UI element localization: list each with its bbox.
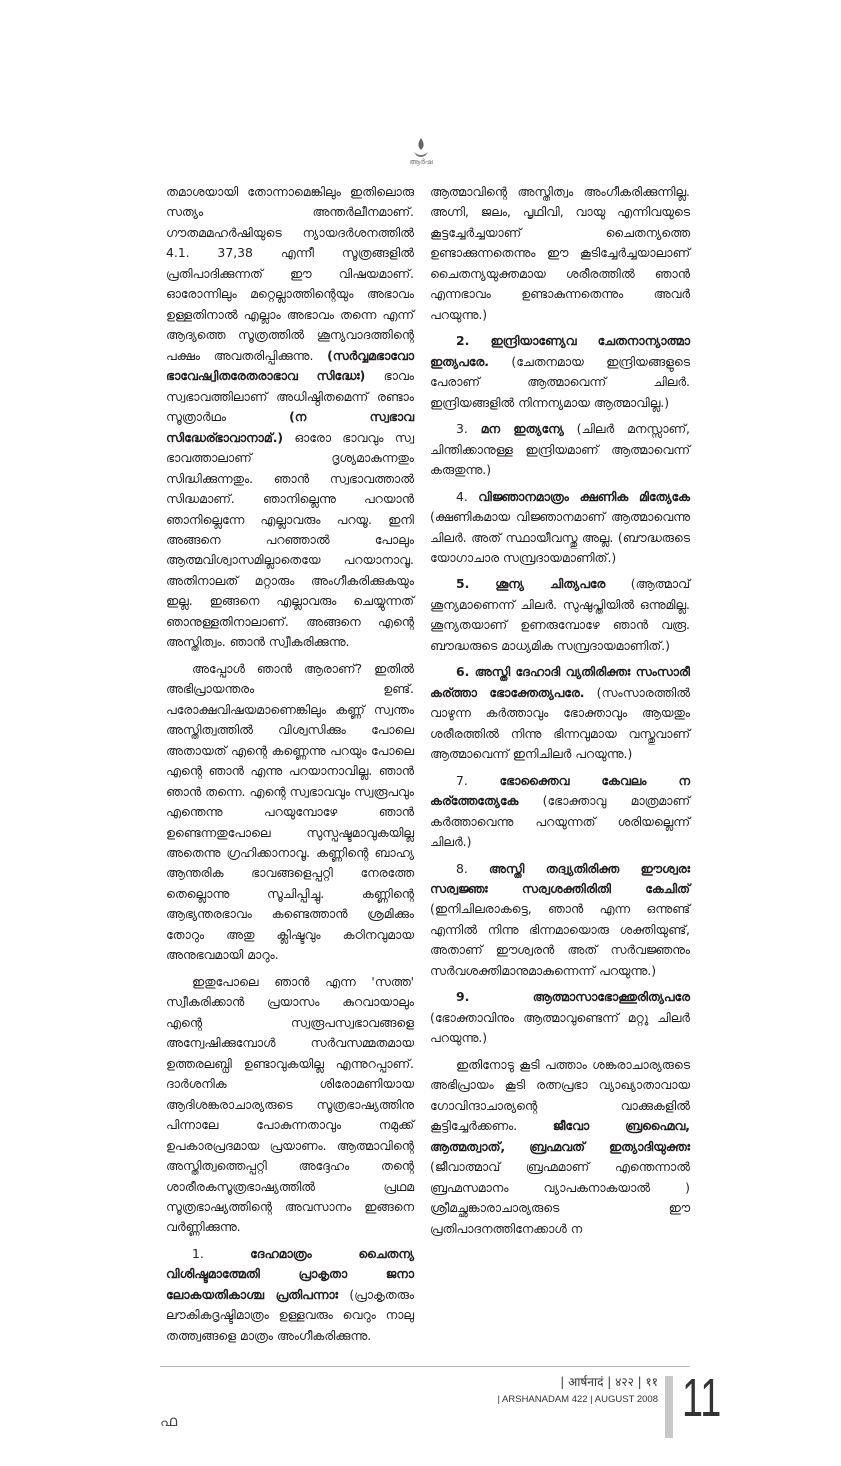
text-run: തമാശയായി തോന്നാമെങ്കിലും ഇതിലൊരു സത്യം അന്തർലീനമാണ്. ഗൗതമമഹർഷിയുടെ ന്യായദർശനത്തിൽ 4.1. 37,38 എന്നീ സൂത്രങ്ങളിൽ പ്രതിപാദിക്കുന്നത് ഈ വിഷയമാണ്. ഓരോന്നിലും മറ്റെല്ലാത്തിന്റെയും അഭാവം ഉള്ളതിനാൽ എല്ലാം അഭാവം തന്നെ എന്ന് ആദ്യത്തെ സൂത്രത്തിൽ ശൂന്യവാദത്തിന്റെ പക്ഷം അവതരിപ്പിക്കുന്നു.	[166, 184, 414, 363]
page-footer	[0, 1366, 841, 1456]
paragraph	[430, 987, 690, 1048]
sanskrit-quote: 6.	[456, 664, 475, 680]
paragraph	[166, 972, 414, 1238]
text-run: അപ്പോൾ ഞാൻ ആരാണ്? ഇതിൽ അഭിപ്രായന്തരം ഉണ്ട്. പരോക്ഷവിഷയമാണെങ്കിലും കണ്ണ് സ്വന്തം അസ്തിത്വത്തിൽ വിശ്വസിക്കും പോലെ അതായത് എന്റെ കണ്ണെന്നു പറയും പോലെ എന്റെ ഞാൻ എന്നു പറയാനാവില്ല. ഞാൻ ഞാൻ തന്നെ. എന്റെ സ്വഭാവവും സ്വരൂപവും എന്തെന്നു പറയുമ്പോഴേ ഞാൻ ഉണ്ടെന്നതുപോലെ സുസ്പഷ്ടമാവുകയില്ല അതെന്നു ഗ്രഹിക്കാനാവൂ. കണ്ണിന്റെ ബാഹ്യ ആന്തരിക ഭാവങ്ങളെപ്പറ്റി നേരത്തേ തെല്ലൊന്നു സൂചിപ്പിച്ചു. കണ്ണിന്റെ ആഭ്യന്തരഭാവം കണ്ടെത്താൻ ശ്രമിക്കും തോറും അതു ക്ലിഷ്ടവും കഠിനവുമായ അനുഭവമായി മാറും.	[166, 660, 414, 963]
text-run: (ഭോക്താവു മാത്രമാണ് കർത്താവെന്നു പറയുന്നത് ശരിയല്ലെന്ന് ചിലർ.)	[430, 793, 690, 850]
paragraph	[430, 182, 690, 325]
text-run: 3.	[456, 421, 481, 437]
text-run: 4.	[456, 488, 479, 504]
text-run: ഇതിനോടു കൂടി പത്താം ശങ്കരാചാര്യരുടെ അഭിപ്രായം കൂടി രത്നപ്രഭാ വ്യാഖ്യാതാവായ ഗോവിന്ദാചാര്യന്റെ വാക്കുകളിൽ കൂട്ടിച്ചേർക്കണം.	[430, 1056, 690, 1134]
paragraph	[430, 331, 690, 413]
text-run: 8.	[456, 860, 489, 876]
text-run: (പ്രാകൃതരും ലൗകികദൃഷ്ടിമാത്രം ഉള്ളവരും വെറും നാലു തത്ത്വങ്ങളെ മാത്രം അംഗീകരിക്കുന്നു.	[166, 1286, 414, 1343]
paragraph	[166, 659, 414, 966]
sanskrit-quote: അസ്തി തദ്വ്യതിരിക്ത ഈശ്വരഃ സര്വജ്ഞഃ സര്വശക്തിരിതി കേചിത്	[430, 860, 691, 896]
text-run: 7.	[456, 772, 500, 788]
paragraph	[166, 1244, 414, 1346]
sanskrit-quote: 9.	[456, 989, 533, 1005]
text-run: (ചേതനമായ ഇന്ദ്രിയങ്ങളുടെ പേരാണ് ആത്മാവെന്ന് ചിലർ. ഇന്ദ്രിയങ്ങളിൽ നിന്നന്യമായ ആത്മാവില്ല.)	[430, 353, 690, 410]
footer-hindi-title: | आर्षनादं | ४२२ | ११	[560, 1375, 658, 1389]
sanskrit-quote: ഭോക്തൈവ കേവലം ന കര്ത്തേത്യേകേ	[430, 772, 690, 809]
text-run: 1.	[192, 1245, 251, 1261]
page-number: 11	[682, 1368, 722, 1428]
footer-divider	[160, 1366, 690, 1367]
text-run: ഇതുപോലെ ഞാൻ എന്ന 'സത്ത' സ്വീകരിക്കാൻ പ്രയാസം കുറവായാലും എന്റെ സ്വരൂപസ്വഭാവങ്ങളെ അന്വേഷിക്കുമ്പോൾ സർവസമ്മതമായ ഉത്തരലബ്ധി ഉണ്ടാവുകയില്ല എന്നുറപ്പാണ്. ദാർശനിക ശിരോമണിയായ ആദിശങ്കരാചാര്യരുടെ സൂത്രഭാഷ്യത്തിനു പിന്നാലേ പോകുന്നതാവും നമുക്ക് ഉപകാരപ്രദമായ പ്രയാണം. ആത്മാവിന്റെ അസ്തിത്വത്തെപ്പറ്റി അദ്ദേഹം തന്റെ ശാരീരകസൂത്രഭാഷ്യത്തിൽ പ്രഥമ സൂത്രഭാഷ്യത്തിന്റെ അവസാനം ഇങ്ങനെ വർണ്ണിക്കുന്നു.	[166, 973, 414, 1235]
paragraph	[430, 771, 690, 853]
sanskrit-quote: ഇന്ദ്രിയാണ്യേവ ചേതനാന്യാത്മാ ഇത്യപരേ.	[430, 333, 690, 369]
text-run: (ആത്മാവ് ശൂന്യമാണെന്ന് ചിലർ. സുഷുപ്തിയിൽ ഒന്നുമില്ല. ശൂന്യതയാണ് ഉണരുമ്പോഴേ ഞാൻ വരൂ. ബൗദ്ധരുടെ മാധ്യമിക സമ്പ്രദായമാണിത്.)	[430, 576, 690, 653]
right-column	[430, 182, 690, 1245]
page-marker-bar	[665, 1376, 673, 1438]
text-run: (ക്ഷണികമായ വിജ്ഞാനമാണ് ആത്മാവെന്നു ചിലർ. അത് സ്ഥായീവസ്തു അല്ല. (ബൗദ്ധരുടെ യോഗാചാര സമ്പ്രദായമാണിത്.)	[430, 509, 690, 565]
paragraph	[430, 574, 690, 656]
footer-issue: | ARSHANADAM 422 | AUGUST 2008	[497, 1394, 658, 1405]
logo-text: ആർഷ	[409, 158, 433, 166]
sanskrit-quote: (സർവ്വമഭാവോ ഭാവേഷ്വിതരേതരാഭാവ സിദ്ധേഃ)	[166, 347, 414, 384]
lamp-emblem-icon	[408, 136, 434, 166]
sanskrit-quote: 5.	[456, 576, 496, 592]
paragraph	[430, 662, 690, 764]
issue-date: AUGUST 2008	[594, 1394, 658, 1405]
paragraph	[430, 487, 690, 569]
sanskrit-quote: 2.	[456, 333, 491, 349]
text-run: (ചിലർ മനസ്സാണ്, ചിന്തിക്കാനുള്ള ഇന്ദ്രിയമാണ് ആത്മാവെന്ന് കരുതുന്നു.)	[430, 421, 690, 478]
text-run: ഭാവം സ്വഭാവത്തിലാണ് അധിഷ്ഠിതമെന്ന് രണ്ടാം സൂത്രാർഥം	[166, 368, 414, 425]
sanskrit-quote: ശൂന്യ ചിത്യപരേ	[495, 576, 606, 592]
paragraph	[430, 419, 690, 480]
text-run: (സംസാരത്തിൽ വാഴുന്ന കർത്താവും ഭോക്താവും ആയതും ശരീരത്തിൽ നിന്നു ഭിന്നവുമായ വസ്തുവാണ് ആത്മാവെന്ന് ഇനിചിലർ പറയുന്നു.)	[430, 684, 690, 762]
sanskrit-quote: ദേഹമാത്രം ചൈതന്യ വിശിഷ്ടമാത്മേതി പ്രാകൃതാ ജനാ ലോകയതികാശ്ച പ്രതിപന്നാഃ	[166, 1245, 414, 1302]
text-run: (ജീവാത്മാവ് ബ്രഹ്മമാണ് എന്തെന്നാൽ ബ്രഹ്മസമാനം വ്യാപകനാകയാൽ ) ശ്രീമച്ഛങ്കാരാചാര്യരുടെ ഈ പ്രതിപാദനത്തിനേക്കാൾ ന	[430, 1159, 690, 1236]
left-column	[166, 182, 414, 1352]
sanskrit-quote: മന ഇത്യന്യേ	[480, 421, 564, 437]
sanskrit-quote: ആത്മാസാഭോക്തുരിത്യപരേ	[532, 989, 690, 1005]
text-run: ആത്മാവിന്റെ അസ്തിത്വം അംഗീകരിക്കുന്നില്ല. അഗ്നി, ജലം, പൃഥിവി, വായു എന്നിവയുടെ കൂട്ടച്ചേർച്ചയാണ് ചൈതന്യത്തെ ഉണ്ടാക്കുന്നതെന്നും ഈ കൂടിച്ചേർച്ചയാലാണ് ചൈതന്യയുക്തമായ ശരീരത്തിൽ ഞാൻ എന്നഭാവം ഉണ്ടാകുന്നതെന്നും അവർ പറയുന്നു.)	[430, 184, 690, 322]
magazine-name: ARSHANADAM 422	[502, 1394, 588, 1405]
paragraph	[166, 182, 414, 653]
sanskrit-quote: അസ്തി ദേഹാദി വ്യതിരിക്തഃ സംസാരീ കര്ത്താ ഭോക്തേത്യപരേ.	[430, 664, 690, 700]
text-run: (ഇനിചിലരാകട്ടെ, ഞാൻ എന്ന ഒന്നുണ്ട് എന്നിൽ നിന്നു ഭിന്നമായൊരു ശക്തിയുണ്ട്, അതാണ് ഈശ്വരൻ അത് സർവജ്ഞനും സർവശക്തിമാനുമാകുന്നെന്ന് പറയുന്നു.)	[430, 901, 690, 978]
text-run: ഓരോ ഭാവവും സ്വ ഭാവത്താലാണ് ദൃശ്യമാകുന്നതും സിദ്ധിക്കുന്നതും. ഞാൻ സ്വഭാവത്താൽ സിദ്ധമാണ്. ഞാനില്ലെന്നു പറയാൻ ഞാനില്ലെന്നേ എല്ലാവരും പറയൂ. ഇനി അങ്ങനെ പറഞ്ഞാൽ പോലും ആത്മവിശ്വാസമില്ലാതെയേ പറയാനാവൂ. അതിനാലത് മറ്റാരും അംഗീകരിക്കുകയും ഇല്ല. ഇങ്ങനെ എല്ലാവരും ചെയ്യുന്നത് ഞാനുള്ളതിനാലാണ്. അങ്ങനെ എന്റെ അസ്തിത്വം. ഞാൻ സ്വീകരിക്കുന്നു.	[166, 429, 414, 650]
text-run: (ഭോക്താവിനും ആത്മാവുണ്ടെന്ന് മറ്റു ചിലർ പറയുന്നു.)	[430, 1009, 690, 1046]
sanskrit-quote: ജീവോ ബ്രഹ്മൈവ, ആത്മത്വാത്, ബ്രഹ്മവത് ഇത്യാദിയുക്തഃ	[430, 1118, 690, 1154]
paragraph	[430, 859, 690, 982]
sanskrit-quote: (ന സ്വഭാവ സിദ്ധേര്ഭാവാനാമ്.)	[166, 409, 414, 445]
footer-mark: ഫ	[160, 1412, 178, 1430]
sanskrit-quote: വിജ്ഞാനമാത്രം ക്ഷണിക മിത്യേകേ	[478, 488, 690, 504]
paragraph	[430, 1055, 690, 1239]
